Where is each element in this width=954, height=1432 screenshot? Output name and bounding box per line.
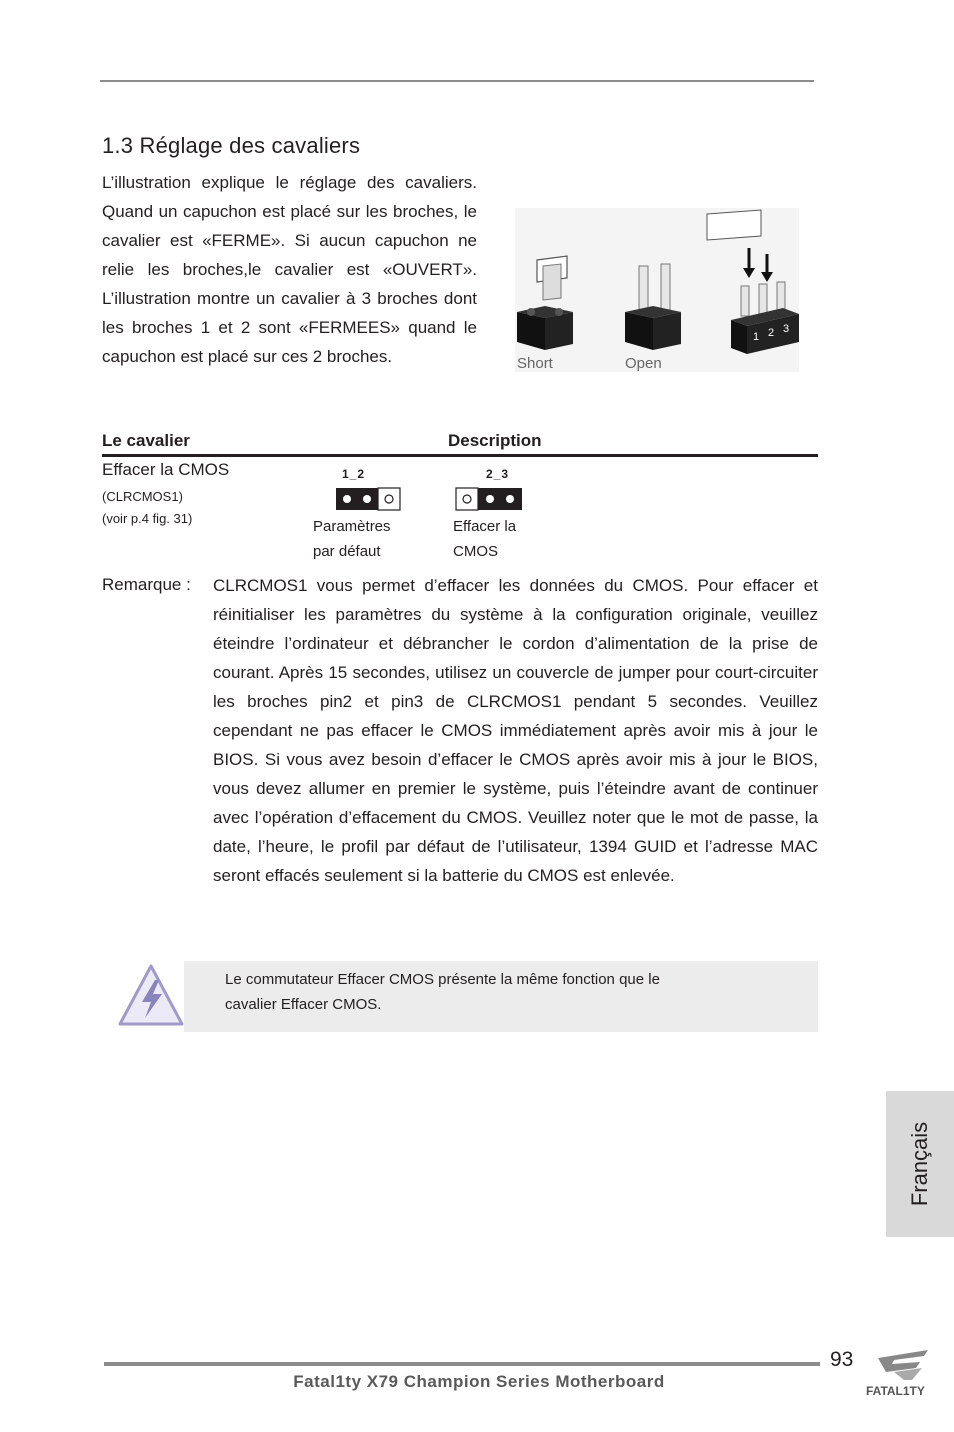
top-rule [100,80,814,82]
jumper-b-pins: 2_3 [486,467,510,481]
section-title: 1.3 Réglage des cavaliers [102,133,361,158]
jumper-illustration [515,208,799,372]
jumper-a-diagram [335,486,401,517]
table-header-rule [102,454,818,457]
fatal1ty-logo [864,1342,946,1400]
open-jumper [625,264,681,350]
remark-label: Remarque : [102,575,191,594]
short-label: Short [517,355,553,372]
language-label: Français [907,1121,932,1207]
table-header-description: Description [448,431,542,450]
footer-title: Fatal1ty X79 Champion Series Motherboard [293,1372,665,1391]
warning-lightning-icon [116,962,186,1033]
language-side-tab [886,1091,954,1237]
logo-text: FATAL1TY [866,1384,925,1398]
jumper-b-caption: Effacer la CMOS [453,518,517,560]
page-number: 93 [830,1348,854,1371]
row-subtitle-ref: (voir p.4 fig. 31) [102,511,193,526]
note-text: Le commutateur Effacer CMOS présente la même fonction que le cavalier Effacer CMOS. [225,971,660,1013]
remark-text: CLRCMOS1 vous permet d’effacer les données du CMOS. Pour effacer et réinitialiser les paramètres du système à la configuration originale, veuillez éteindre l’ordinateur et débrancher le cordon d’alimentation de la prise de courant. Après 15 secondes, utilisez un couvercle de jumper pour court-circuiter les broches pin2 et pin3 de CLRCMOS1 pendant 5 secondes. Veuillez cependant ne pas effacer le CMOS immédiatement après avoir mis à jour le BIOS. Si vous avez besoin d’effacer le CMOS après avoir mis à jour le BIOS, vous devez allumer en premier le système, puis l’éteindre avant de continuer avec l’opération d’effacement du CMOS. Veuillez noter que le mot de passe, la date, l’heure, le profil par défaut de l’utilisateur, 1394 GUID et l’adresse MAC seront effacés seulement si la batterie du CMOS est enlevée. [213,576,818,885]
intro-paragraph: L’illustration explique le réglage des cavaliers. Quand un capuchon est placé sur les broches, le cavalier est «FERME». Si aucun capuchon ne relie les broches,le cavalier est «OUVERT». L’illustration montre un cavalier à 3 broches dont les broches 1 et 2 sont «FERMEES» quand le capuchon est placé sur ces 2 broches. [102,173,477,366]
pin-3-label: 3 [783,323,790,335]
short-jumper [517,256,573,350]
jumper-a-pins: 1_2 [342,467,366,481]
pin-2-label: 2 [768,327,775,339]
jumper-b-diagram [455,486,523,517]
three-pin-jumper [707,210,799,354]
jumper-a-caption: Paramètres par défaut [313,518,391,560]
pin-1-label: 1 [753,331,760,343]
table-header-jumper: Le cavalier [102,431,190,450]
row-title: Effacer la CMOS [102,460,230,479]
row-subtitle-id: (CLRCMOS1) [102,489,183,504]
bottom-rule [104,1362,820,1366]
open-label: Open [625,355,662,372]
